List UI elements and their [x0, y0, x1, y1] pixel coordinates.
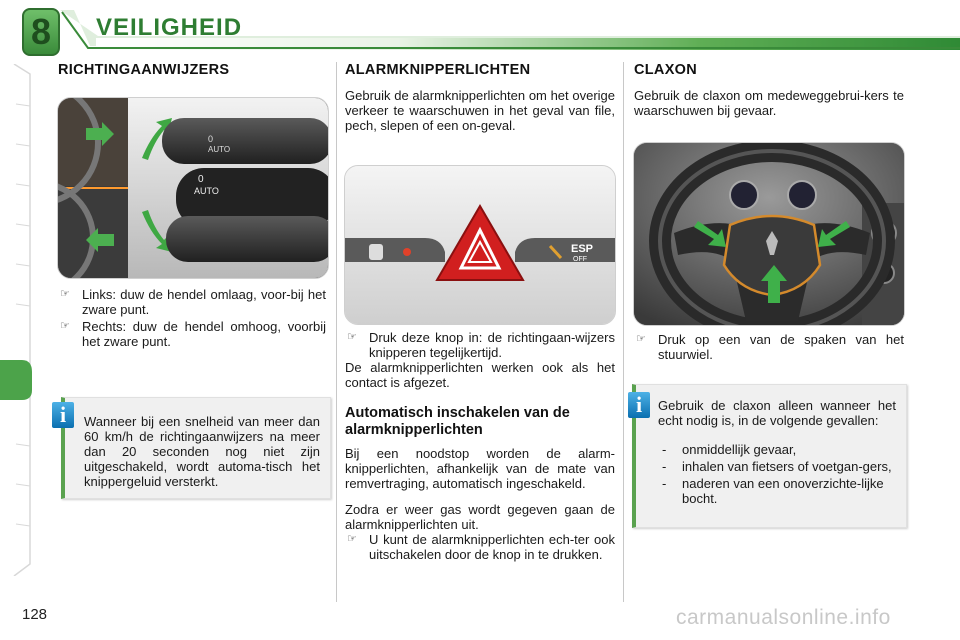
esp-off-label: OFF: [573, 256, 587, 263]
page-title: VEILIGHEID: [96, 14, 243, 41]
info-text: Wanneer bij een snelheid van meer dan 60 km/h de richtingaanwijzers na meer dan 20 seconden nog niet zijn uitgeschakeld, wordt automa-tisch het knippergeluid versterkt.: [84, 414, 320, 489]
steering-wheel-photo: [633, 142, 905, 326]
stalk-label-auto-lower: AUTO: [194, 186, 219, 196]
claxon-info-intro: Gebruik de claxon alleen wanneer het echt nodig is, in de volgende gevallen:: [658, 398, 896, 428]
stalk-illustration: [58, 98, 328, 278]
lock-icon: [369, 244, 383, 260]
stalk-label-auto-upper: AUTO: [208, 145, 231, 154]
list-item: - onmiddellijk gevaar,: [662, 442, 797, 457]
col2-bullet: [345, 330, 615, 360]
info-icon: i: [52, 402, 74, 428]
list-item: ☞ Links: duw de hendel omlaag, voor-bij het zware punt.: [60, 287, 326, 317]
list-item: ☞ Rechts: duw de hendel omhoog, voorbij het zware punt.: [60, 319, 326, 349]
info-icon: i: [628, 392, 650, 418]
list-item: - naderen van een onoverzichte-lijke bocht.: [662, 476, 884, 506]
page-number: 128: [22, 606, 48, 623]
stalk-label-zero-upper: 0: [208, 134, 214, 144]
col2-bullet-2: [345, 532, 615, 562]
stalk-label-zero-lower: 0: [198, 174, 204, 185]
list-item: - inhalen van fietsers of voetgan-gers,: [662, 459, 892, 474]
col1-bullets: [58, 287, 326, 349]
auto-paragraph-1: Bij een noodstop worden de alarm-knipperlichten, afhankelijk van de mate van remvertraging, automatisch ingeschakeld.: [345, 446, 615, 491]
col3-bullet: [634, 332, 904, 362]
chapter-badge: 8: [22, 8, 60, 56]
chapter-tabs: [0, 64, 34, 576]
alarm-note: De alarmknipperlichten werken ook als het contact is afgezet.: [345, 360, 615, 390]
column-divider: [623, 62, 624, 602]
list-item: ☞ Druk op een van de spaken van het stuurwiel.: [636, 332, 904, 362]
alarm-intro: Gebruik de alarmknipperlichten om het overige verkeer te waarschuwen in het geval van file, pech, slepen of een on-geval.: [345, 88, 615, 133]
claxon-intro: Gebruik de claxon om medeweggebrui-kers te waarschuwen bij gevaar.: [634, 88, 904, 118]
claxon-info-list: [658, 442, 898, 506]
auto-paragraph-2: Zodra er weer gas wordt gegeven gaan de alarmknipperlichten uit.: [345, 502, 615, 532]
indicator-stalk-photo: [57, 97, 329, 279]
hazard-illustration: [345, 166, 615, 324]
pointing-hand-icon: ☞: [60, 288, 70, 300]
list-item: ☞ Druk deze knop in: de richtingaan-wijzers knipperen tegelijkertijd.: [347, 330, 615, 360]
section-title-claxon: CLAXON: [634, 62, 698, 78]
column-divider: [336, 62, 337, 602]
watermark: carmanualsonline.info: [676, 606, 891, 629]
section-title-richtingaanwijzers: RICHTINGAANWIJZERS: [58, 62, 230, 78]
hazard-switch-photo: [344, 165, 616, 325]
section-title-alarmknipperlichten: ALARMKNIPPERLICHTEN: [345, 62, 531, 78]
pointing-hand-icon: ☞: [636, 333, 646, 345]
pointing-hand-icon: ☞: [347, 533, 357, 545]
steering-wheel-illustration: [634, 143, 904, 325]
esp-label: ESP: [571, 243, 594, 255]
subsection-title-automatisch: Automatisch inschakelen van de alarmknipperlichten: [345, 405, 570, 438]
list-item: ☞ U kunt de alarmknipperlichten ech-ter ook uitschakelen door de knop in te drukken.: [347, 532, 615, 562]
pointing-hand-icon: ☞: [347, 331, 357, 343]
pointing-hand-icon: ☞: [60, 320, 70, 332]
